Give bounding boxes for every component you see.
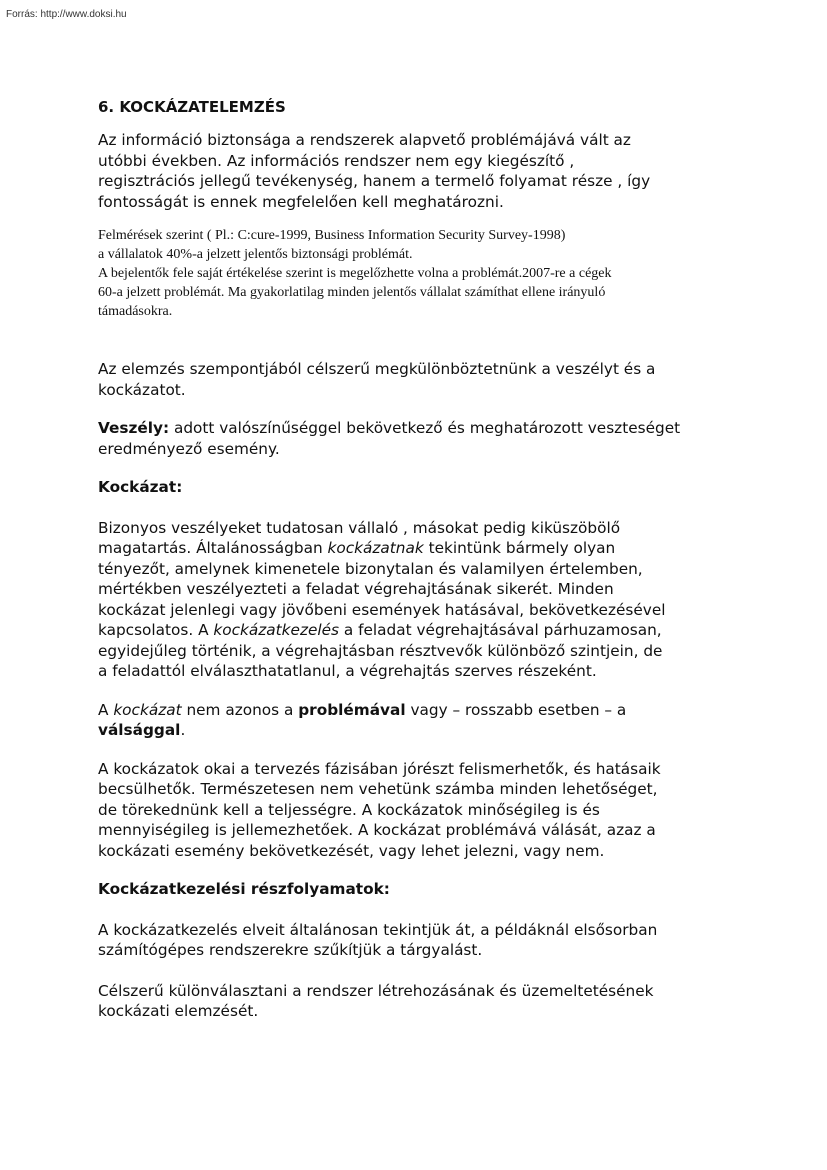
- text-line: számítógépes rendszerekre szűkítjük a tárgyalást.: [98, 941, 483, 959]
- sub-heading: Kockázatkezelési részfolyamatok:: [98, 880, 390, 898]
- text-line: Felmérések szerint ( Pl.: C:cure-1999, Business Information Security Survey-1998): [98, 228, 566, 243]
- italic-term: kockázatkezelés: [213, 621, 340, 639]
- text-line: utóbbi években. Az információs rendszer nem egy kiegészítő ,: [98, 151, 575, 170]
- text-line: [98, 620, 730, 641]
- text-line: A kockázatkezelés elveit általánosan tekintjük át, a példáknál elsősorban: [98, 920, 658, 939]
- text-line: [98, 538, 730, 559]
- text-line: regisztrációs jellegű tevékenység, hanem a termelő folyamat része , így: [98, 172, 651, 190]
- text-line: Bizonyos veszélyeket tudatosan vállaló , másokat pedig kiküszöbölő: [98, 518, 621, 537]
- document-page: [98, 98, 730, 1022]
- causes-paragraph: [98, 759, 730, 862]
- text-span: nem azonos a: [181, 700, 299, 719]
- text-line: de törekednünk kell a teljességre. A kockázatok minőségileg is és: [98, 800, 600, 819]
- intro-paragraph: [98, 130, 730, 212]
- text-line: a vállalatok 40%-a jelzett jelentős biztonsági problémát.: [98, 247, 413, 262]
- text-line: a feladattól elválaszthatatlanul, a végrehajtás szerves részeként.: [98, 662, 597, 680]
- bold-term: problémával: [298, 700, 406, 719]
- text-line: [98, 700, 730, 721]
- text-line: fontosságát is ennek megfelelően kell meghatározni.: [98, 192, 504, 211]
- text-span: .: [180, 721, 186, 739]
- text-span: vagy – rosszabb esetben – a: [405, 700, 627, 719]
- text-line: 60-a jelzett problémát. Ma gyakorlatilag minden jelentős vállalat számíthat ellene irányuló: [98, 285, 606, 300]
- text-line: tényezőt, amelynek kimenetele bizonytalan és valamilyen értelemben,: [98, 559, 643, 578]
- kockazat-heading: Kockázat:: [98, 478, 183, 496]
- text-span: magatartás. Általánosságban: [98, 539, 328, 557]
- veszely-text: adott valószínűséggel bekövetkező és meghatározott veszteséget: [169, 419, 681, 437]
- text-line: kockázatot.: [98, 380, 186, 399]
- text-line: Az elemzés szempontjából célszerű megkülönböztetnünk a veszélyt és a: [98, 360, 656, 378]
- text-line: Célszerű különválasztani a rendszer létrehozásának és üzemeltetésének: [98, 981, 654, 1000]
- text-line: [98, 720, 730, 741]
- italic-term: kockázatnak: [327, 539, 424, 557]
- bold-term: válsággal: [98, 721, 181, 739]
- section-title: 6. KOCKÁZATELEMZÉS: [98, 98, 286, 116]
- italic-term: kockázat: [113, 700, 182, 719]
- text-line: [98, 418, 730, 439]
- text-span: a feladat végrehajtásával párhuzamosan,: [339, 621, 662, 639]
- text-span: kapcsolatos. A: [98, 621, 214, 639]
- analysis-paragraph: [98, 359, 730, 400]
- not-same-paragraph: [98, 700, 730, 741]
- text-line: kockázati esemény bekövetkezését, vagy lehet jelezni, vagy nem.: [98, 841, 605, 860]
- survey-paragraph: [98, 226, 730, 321]
- text-span: A: [98, 700, 114, 719]
- text-span: tekintünk bármely olyan: [423, 539, 616, 557]
- text-line: A kockázatok okai a tervezés fázisában jórészt felismerhetők, és hatásaik: [98, 759, 661, 778]
- text-line: becsülhetők. Természetesen nem vehetünk számba minden lehetőséget,: [98, 780, 658, 798]
- text-line: egyidejűleg történik, a végrehajtásban résztvevők különböző szintjein, de: [98, 641, 663, 660]
- kockazat-definition: [98, 518, 730, 682]
- source-label: Forrás: http://www.doksi.hu: [6, 9, 127, 20]
- veszely-term: Veszély:: [98, 419, 170, 437]
- sub-paragraph: [98, 920, 730, 961]
- text-line: mennyiségileg is jellemezhetőek. A kockázat problémává válását, azaz a: [98, 821, 656, 839]
- text-line: támadásokra.: [98, 304, 173, 319]
- text-line: A bejelentők fele saját értékelése szerint is megelőzhette volna a problémát.2007-re a cégek: [98, 266, 612, 281]
- text-line: mértékben veszélyezteti a feladat végrehajtásának sikerét. Minden: [98, 580, 614, 598]
- veszely-paragraph: [98, 418, 730, 459]
- final-paragraph: [98, 981, 730, 1022]
- text-line: Az információ biztonsága a rendszerek alapvető problémájává vált az: [98, 131, 631, 149]
- text-line: eredményező esemény.: [98, 439, 280, 458]
- text-line: kockázat jelenlegi vagy jövőbeni események hatásával, bekövetkezésével: [98, 600, 666, 619]
- text-line: kockázati elemzését.: [98, 1002, 259, 1020]
